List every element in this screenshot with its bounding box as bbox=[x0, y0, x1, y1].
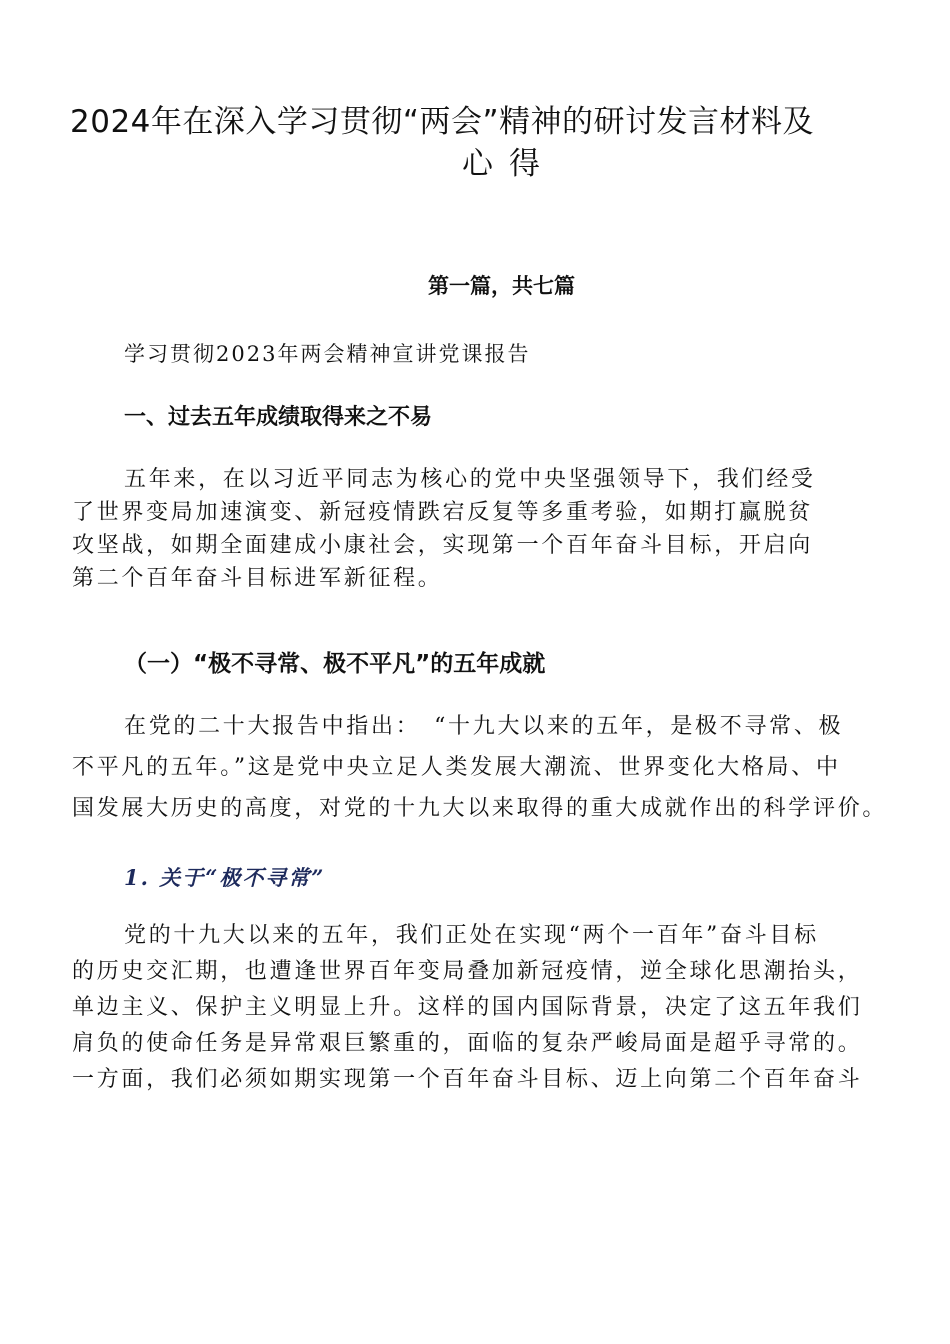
point-heading-1: 1. 关于“极不寻常” bbox=[124, 865, 326, 890]
document-title-line-2: 心得 bbox=[462, 146, 556, 182]
paragraph-line: 第二个百年奋斗目标进军新征程。 bbox=[72, 566, 443, 591]
paragraph-line: 在党的二十大报告中指出： “十九大以来的五年，是极不寻常、极 bbox=[124, 714, 844, 739]
document-title-line-1: 2024年在深入学习贯彻“两会”精神的研讨发言材料及 bbox=[70, 104, 815, 140]
paragraph-line: 党的十九大以来的五年，我们正处在实现“两个一百年”奋斗目标 bbox=[124, 923, 819, 948]
paragraph-line: 一方面，我们必须如期实现第一个百年奋斗目标、迈上向第二个百年奋斗 bbox=[72, 1067, 863, 1092]
paragraph-line: 的历史交汇期，也遭逢世界百年变局叠加新冠疫情，逆全球化思潮抬头， bbox=[72, 959, 863, 984]
subsection-heading-1: （一）“极不寻常、极不平凡”的五年成就 bbox=[124, 651, 546, 677]
document-subtitle: 学习贯彻2023年两会精神宣讲党课报告 bbox=[124, 342, 531, 366]
section-heading-1: 一、过去五年成绩取得来之不易 bbox=[124, 405, 433, 430]
subsection-1-paragraph bbox=[72, 706, 887, 829]
section-1-paragraph bbox=[72, 463, 816, 595]
chapter-label: 第一篇，共七篇 bbox=[428, 274, 575, 298]
paragraph-line: 攻坚战，如期全面建成小康社会，实现第一个百年奋斗目标，开启向 bbox=[72, 533, 814, 558]
paragraph-line: 五年来，在以习近平同志为核心的党中央坚强领导下，我们经受 bbox=[124, 467, 816, 492]
paragraph-line: 不平凡的五年。”这是党中央立足人类发展大潮流、世界变化大格局、中 bbox=[72, 755, 841, 780]
paragraph-line: 肩负的使命任务是异常艰巨繁重的，面临的复杂严峻局面是超乎寻常的。 bbox=[72, 1031, 863, 1056]
paragraph-line: 了世界变局加速演变、新冠疫情跌宕反复等多重考验，如期打赢脱贫 bbox=[72, 500, 814, 525]
paragraph-line: 国发展大历史的高度，对党的十九大以来取得的重大成就作出的科学评价。 bbox=[72, 796, 888, 821]
point-1-paragraph bbox=[72, 918, 862, 1098]
paragraph-line: 单边主义、保护主义明显上升。这样的国内国际背景，决定了这五年我们 bbox=[72, 995, 863, 1020]
